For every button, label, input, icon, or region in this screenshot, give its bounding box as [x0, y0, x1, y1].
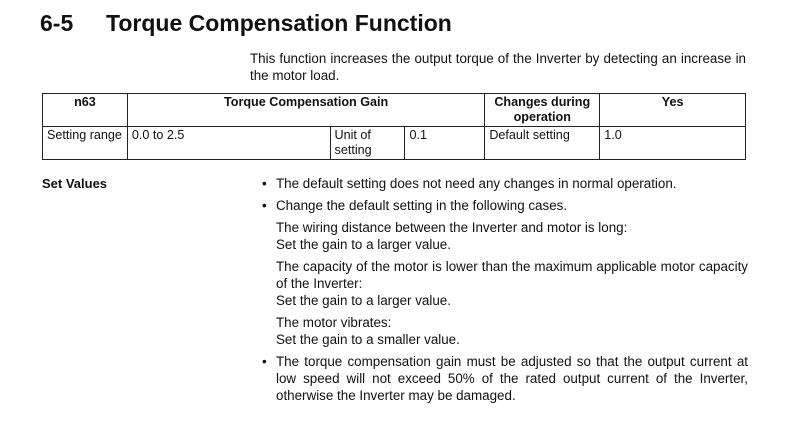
- default-setting-label: Default setting: [485, 127, 600, 160]
- section-title: Torque Compensation Function: [106, 10, 452, 36]
- case-item: [276, 258, 748, 309]
- unit-of-setting-value: 0.1: [405, 127, 485, 160]
- bullet-marker: •: [262, 198, 267, 213]
- case-action: Set the gain to a larger value.: [276, 293, 451, 308]
- bullet-text: The default setting does not need any changes in normal operation.: [276, 176, 677, 191]
- case-action: Set the gain to a larger value.: [276, 237, 451, 252]
- default-setting-value: 1.0: [600, 127, 746, 160]
- bullet-text: Change the default setting in the following cases.: [276, 198, 568, 213]
- case-action: Set the gain to a smaller value.: [276, 332, 460, 347]
- section-heading: [40, 10, 452, 37]
- intro-paragraph: This function increases the output torque of the Inverter by detecting an increase in the motor load.: [250, 51, 746, 83]
- bullet-item: [262, 197, 748, 214]
- set-values-label: Set Values: [42, 176, 108, 191]
- section-number: 6-5: [40, 10, 74, 36]
- setting-range-label: Setting range: [43, 127, 128, 160]
- bullet-marker: •: [262, 354, 267, 369]
- bullet-item: [262, 175, 748, 192]
- parameter-table: [42, 93, 746, 160]
- case-condition: The motor vibrates:: [276, 315, 392, 330]
- bullet-text: The torque compensation gain must be adjusted so that the output current at low speed will not exceed 50% of the rated output current of the Inverter, otherwise the Inverter may be damaged.: [276, 354, 748, 403]
- parameter-header-row: [43, 94, 746, 127]
- parameter-values-row: [43, 127, 746, 160]
- changes-during-operation-value: Yes: [600, 94, 746, 127]
- parameter-number: n63: [43, 94, 128, 127]
- case-condition: The wiring distance between the Inverter and motor is long:: [276, 220, 628, 235]
- case-condition: The capacity of the motor is lower than the maximum applicable motor capacity of the Inverter:: [276, 259, 748, 291]
- setting-range-value: 0.0 to 2.5: [127, 127, 330, 160]
- case-item: [276, 314, 748, 348]
- case-item: [276, 219, 748, 253]
- bullet-item: [262, 353, 748, 404]
- bullet-marker: •: [262, 176, 267, 191]
- set-values-content: [262, 175, 748, 409]
- unit-of-setting-label: Unit of setting: [330, 127, 405, 160]
- parameter-name: Torque Compensation Gain: [127, 94, 484, 127]
- changes-during-operation-label: Changes during operation: [485, 94, 600, 127]
